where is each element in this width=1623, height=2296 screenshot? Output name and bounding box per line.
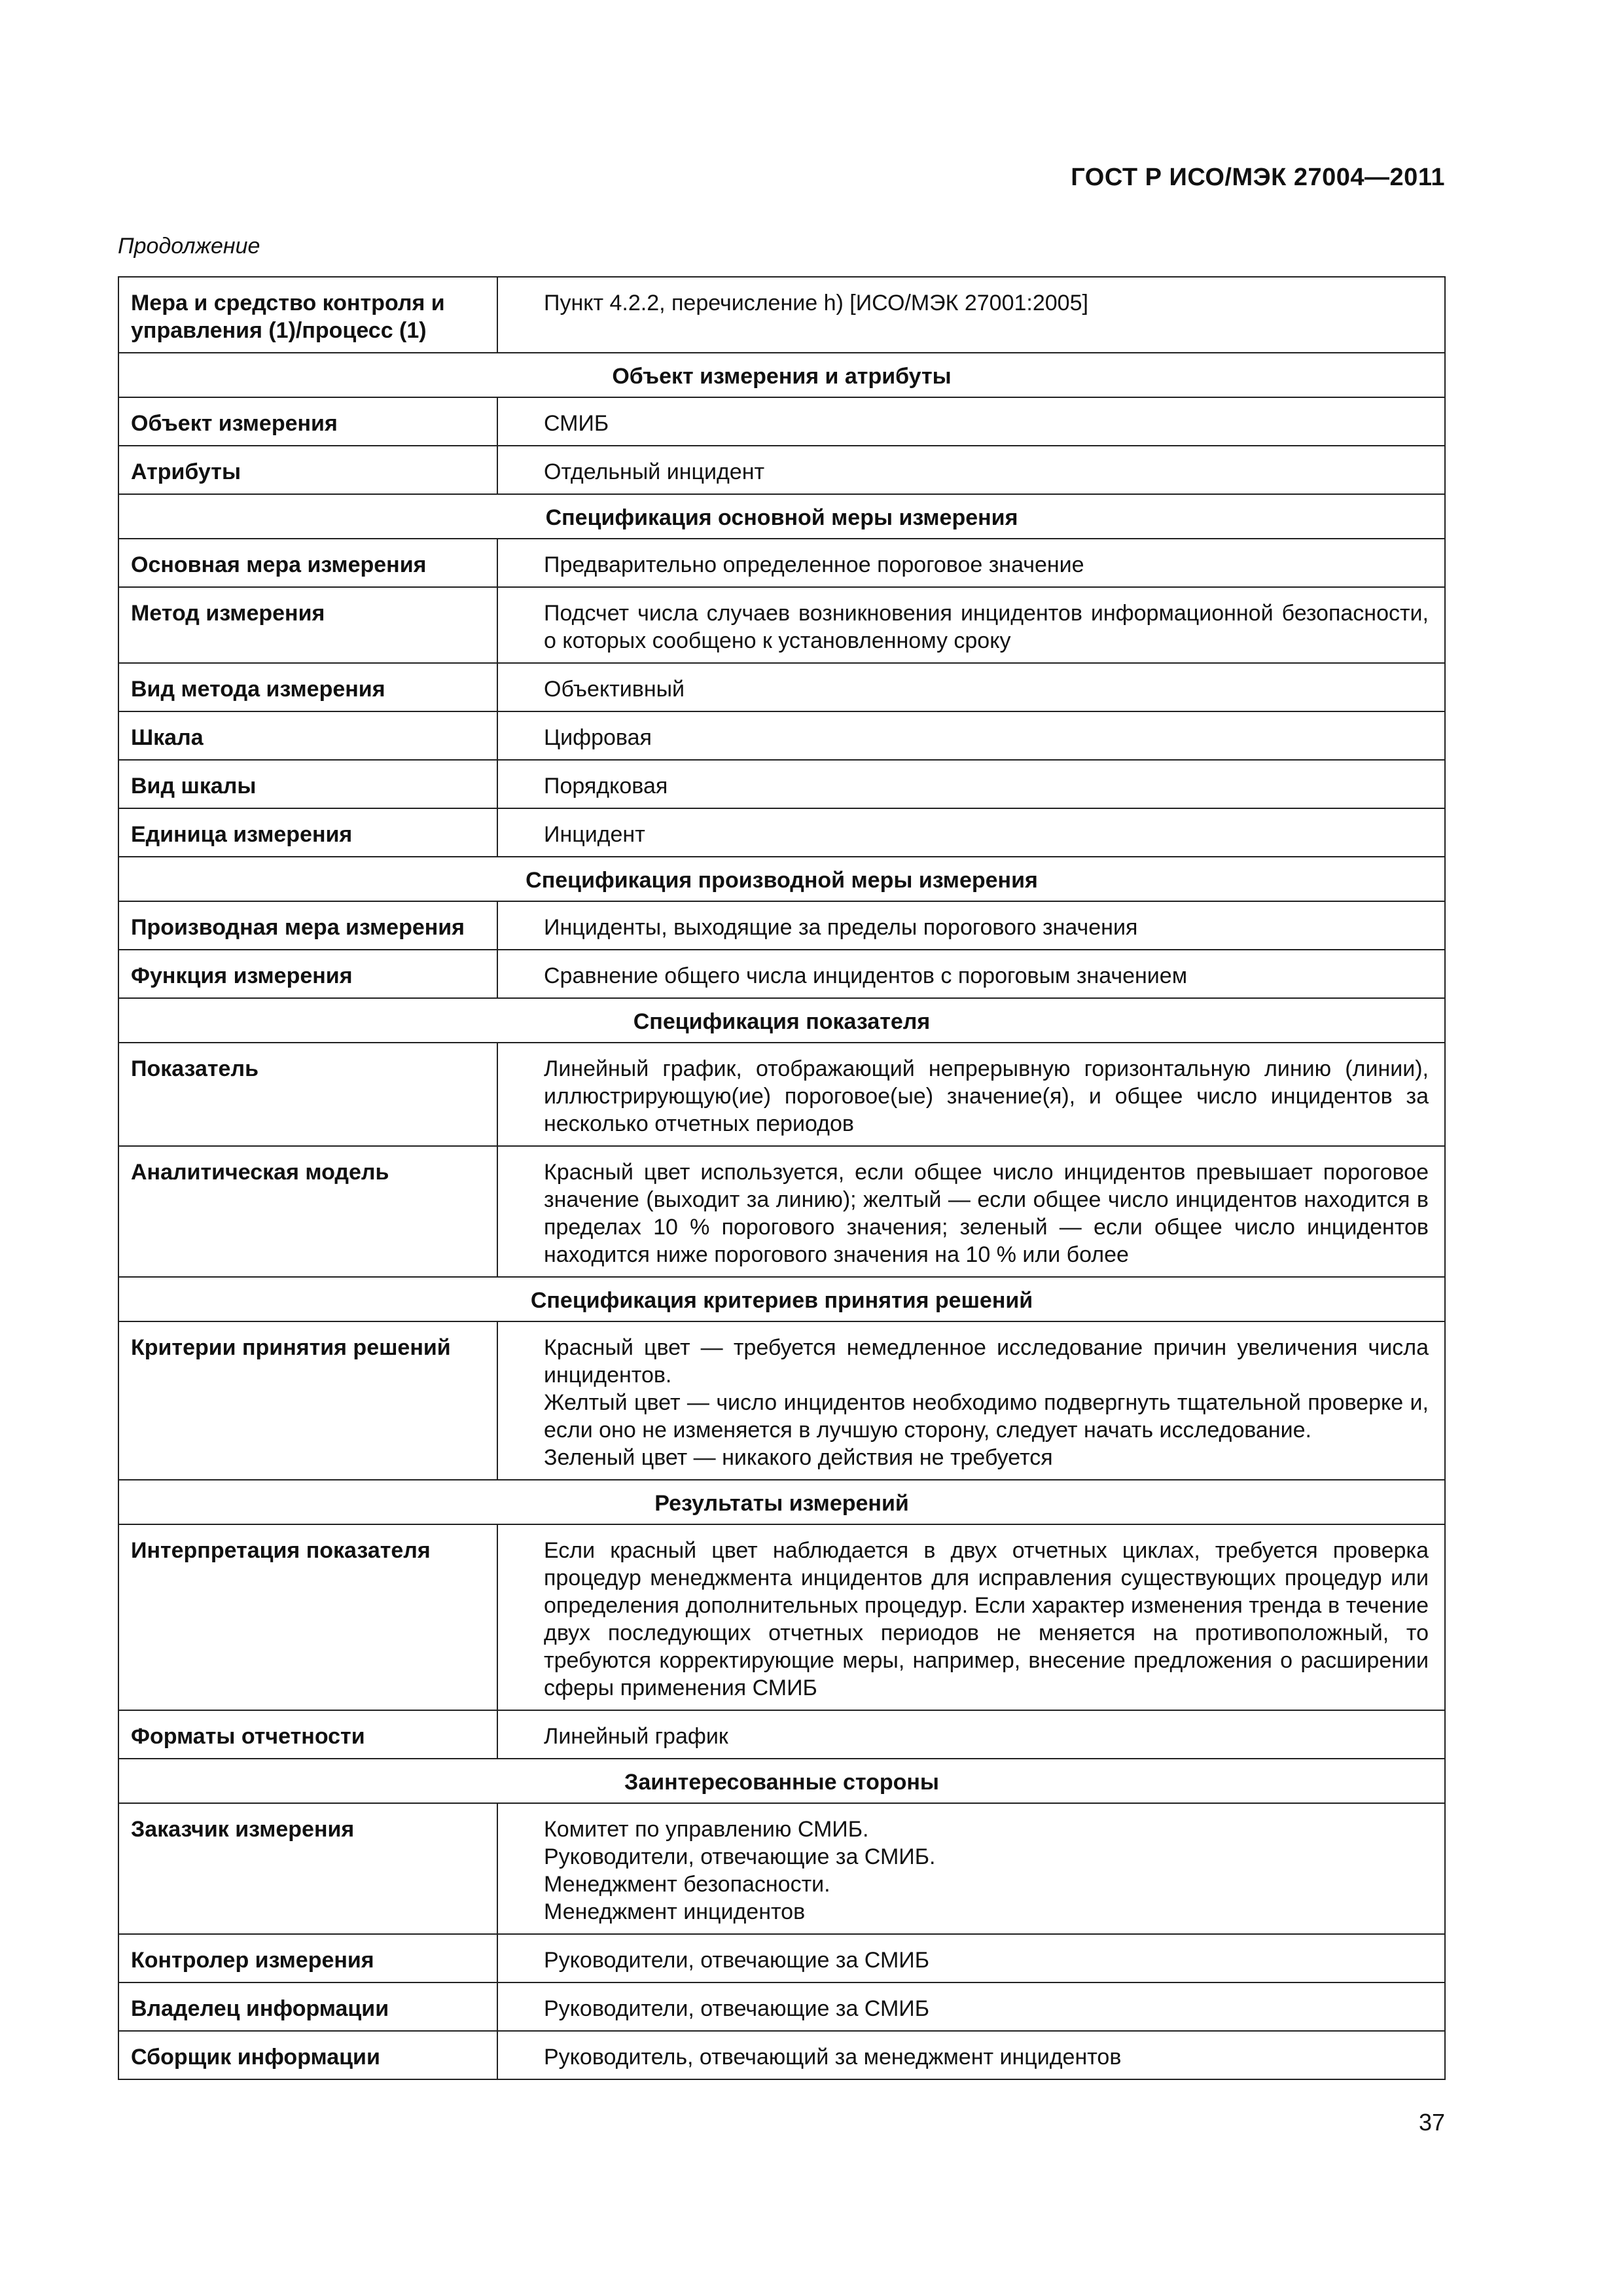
section-heading: Заинтересованные стороны: [118, 1759, 1445, 1803]
table-row: [118, 711, 1445, 760]
section-heading: Спецификация основной меры измерения: [118, 494, 1445, 539]
table-row: [118, 1710, 1445, 1759]
table-row: [118, 277, 1445, 353]
table-row: [118, 539, 1445, 587]
row-value: Красный цвет используется, если общее число инцидентов превышает пороговое значение (выходит за линию); желтый — если общее число инцидентов находится в пределах 10 % порогового значения; зеленый — если общее число инцидентов находится ниже порогового значения на 10 % или более: [497, 1146, 1445, 1277]
row-value: Инциденты, выходящие за пределы порогового значения: [497, 901, 1445, 950]
row-label: Единица измерения: [118, 808, 497, 857]
section-heading: Спецификация производной меры измерения: [118, 857, 1445, 901]
section-heading-row: [118, 353, 1445, 397]
table-row: [118, 950, 1445, 998]
row-label: Мера и средство контроля и управления (1)/процесс (1): [118, 277, 497, 353]
row-label: Вид метода измерения: [118, 663, 497, 711]
section-heading-row: [118, 1277, 1445, 1321]
client-line: Комитет по управлению СМИБ.: [544, 1817, 869, 1842]
row-label: Производная мера измерения: [118, 901, 497, 950]
table-row: [118, 1803, 1445, 1934]
table-row: [118, 1146, 1445, 1277]
row-value: Предварительно определенное пороговое значение: [497, 539, 1445, 587]
row-label: Контролер измерения: [118, 1934, 497, 1982]
client-line: Руководители, отвечающие за СМИБ.: [544, 1844, 936, 1869]
table-row: [118, 1043, 1445, 1146]
table-row: [118, 808, 1445, 857]
row-label: Метод измерения: [118, 587, 497, 663]
row-value: Подсчет числа случаев возникновения инцидентов информационной безопасности, о которых сообщено к установленному сроку: [497, 587, 1445, 663]
section-heading: Спецификация критериев принятия решений: [118, 1277, 1445, 1321]
continuation-caption: Продолжение: [118, 234, 260, 259]
criteria-yellow-paragraph: Желтый цвет — число инцидентов необходимо подвергнуть тщательной проверке и, если оно не изменяется в лучшую сторону, следует начать исследование.: [544, 1390, 1429, 1443]
row-value: СМИБ: [497, 397, 1445, 446]
row-label: Владелец информации: [118, 1982, 497, 2031]
section-heading: Результаты измерений: [118, 1480, 1445, 1524]
client-line: Менеджмент безопасности.: [544, 1872, 830, 1897]
section-heading-row: [118, 494, 1445, 539]
row-label: Атрибуты: [118, 446, 497, 494]
row-label: Форматы отчетности: [118, 1710, 497, 1759]
row-value: Руководители, отвечающие за СМИБ: [497, 1982, 1445, 2031]
row-value: [497, 1803, 1445, 1934]
row-label: Показатель: [118, 1043, 497, 1146]
section-heading-row: [118, 1759, 1445, 1803]
row-label: Функция измерения: [118, 950, 497, 998]
row-label: Аналитическая модель: [118, 1146, 497, 1277]
row-label: Сборщик информации: [118, 2031, 497, 2079]
row-label: Основная мера измерения: [118, 539, 497, 587]
row-value: Если красный цвет наблюдается в двух отчетных циклах, требуется проверка процедур менеджмента инцидентов для исправления существующих процедур или определения дополнительных процедур. Если характер изменения тренда в течение двух последующих отчетных периодов не меняется на противоположный, то требуются корректирующие меры, например, внесение предложения о расширении сферы применения СМИБ: [497, 1524, 1445, 1710]
row-label: Критерии принятия решений: [118, 1321, 497, 1480]
table-row: [118, 397, 1445, 446]
section-heading: Спецификация показателя: [118, 998, 1445, 1043]
row-label: Объект измерения: [118, 397, 497, 446]
row-label: Интерпретация показателя: [118, 1524, 497, 1710]
row-value: Линейный график: [497, 1710, 1445, 1759]
row-value: Цифровая: [497, 711, 1445, 760]
page-number: 37: [1418, 2109, 1445, 2136]
table-row: [118, 901, 1445, 950]
table-row: [118, 1982, 1445, 2031]
row-value: Линейный график, отображающий непрерывную горизонтальную линию (линии), иллюстрирующую(ие) пороговое(ые) значение(я), и общее число инцидентов за несколько отчетных периодов: [497, 1043, 1445, 1146]
row-label: Вид шкалы: [118, 760, 497, 808]
row-value: Объективный: [497, 663, 1445, 711]
row-value: Руководители, отвечающие за СМИБ: [497, 1934, 1445, 1982]
client-line: Менеджмент инцидентов: [544, 1899, 806, 1924]
row-value: Отдельный инцидент: [497, 446, 1445, 494]
table-row: [118, 446, 1445, 494]
criteria-red-paragraph: Красный цвет — требуется немедленное исследование причин увеличения числа инцидентов.: [544, 1335, 1429, 1388]
table-row: [118, 1934, 1445, 1982]
section-heading-row: [118, 1480, 1445, 1524]
table-row: [118, 1321, 1445, 1480]
section-heading-row: [118, 857, 1445, 901]
section-heading-row: [118, 998, 1445, 1043]
row-value: Инцидент: [497, 808, 1445, 857]
row-value: Пункт 4.2.2, перечисление h) [ИСО/МЭК 27001:2005]: [497, 277, 1445, 353]
table-row: [118, 663, 1445, 711]
criteria-green-paragraph: Зеленый цвет — никакого действия не требуется: [544, 1445, 1053, 1470]
table-row: [118, 1524, 1445, 1710]
row-value: Порядковая: [497, 760, 1445, 808]
measure-specification-table: [118, 276, 1446, 2080]
row-label: Заказчик измерения: [118, 1803, 497, 1934]
row-value: Сравнение общего числа инцидентов с пороговым значением: [497, 950, 1445, 998]
document-standard-title: ГОСТ Р ИСО/МЭК 27004—2011: [1071, 164, 1445, 191]
row-value: Руководитель, отвечающий за менеджмент инцидентов: [497, 2031, 1445, 2079]
row-label: Шкала: [118, 711, 497, 760]
table-row: [118, 2031, 1445, 2079]
row-value: [497, 1321, 1445, 1480]
table-row: [118, 760, 1445, 808]
section-heading: Объект измерения и атрибуты: [118, 353, 1445, 397]
table-row: [118, 587, 1445, 663]
